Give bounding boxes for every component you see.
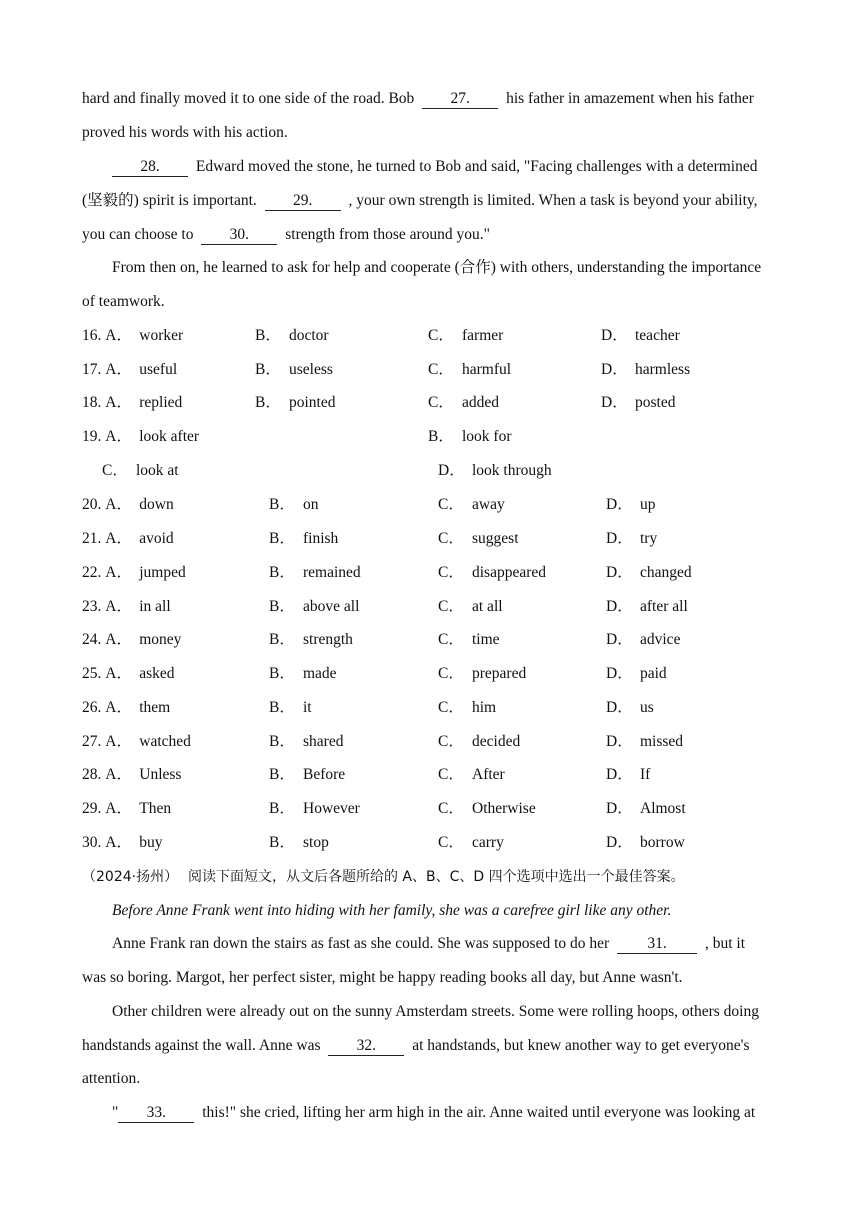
option-b[interactable]: doctor xyxy=(289,327,329,344)
option-label: B． xyxy=(269,496,295,513)
option-label: D． xyxy=(606,733,633,750)
option-label: B． xyxy=(269,699,295,716)
text: of teamwork. xyxy=(82,293,165,310)
option-label: A． xyxy=(105,800,132,817)
option-a[interactable]: avoid xyxy=(139,530,174,547)
option-label: D． xyxy=(606,598,633,615)
option-label: B． xyxy=(255,394,281,411)
option-label: D． xyxy=(606,699,633,716)
option-label: D． xyxy=(606,631,633,648)
option-b[interactable]: stop xyxy=(303,834,329,851)
blank-30: 30. xyxy=(201,226,277,245)
text: Edward moved the stone, he turned to Bob and said, "Facing challenges with a determined xyxy=(195,158,758,175)
text: his father in amazement when his father xyxy=(506,90,754,107)
option-label: D． xyxy=(601,327,628,344)
option-a[interactable]: in all xyxy=(139,598,171,615)
passage2-intro xyxy=(82,894,812,928)
passage1-line4 xyxy=(82,184,782,218)
question-26 xyxy=(82,691,802,725)
option-d[interactable]: borrow xyxy=(640,834,685,851)
question-number: 28. xyxy=(82,766,102,783)
option-label: B． xyxy=(269,665,295,682)
question-21 xyxy=(82,522,802,556)
option-d[interactable]: try xyxy=(640,530,658,547)
option-label: B． xyxy=(428,428,454,445)
option-label: C． xyxy=(438,834,464,851)
passage1-line5 xyxy=(82,218,782,252)
question-19 xyxy=(82,420,802,454)
question-23 xyxy=(82,590,802,624)
question-number: 16. xyxy=(82,327,102,344)
text: hard and finally moved it to one side of the road. Bob xyxy=(82,90,415,107)
option-a[interactable]: look after xyxy=(139,428,200,445)
question-number: 19. xyxy=(82,428,102,445)
option-label: A． xyxy=(105,834,132,851)
question-22 xyxy=(82,556,802,590)
option-label: A． xyxy=(105,394,132,411)
option-b[interactable]: it xyxy=(303,699,312,716)
option-d[interactable]: changed xyxy=(640,564,692,581)
blank-31: 31. xyxy=(617,935,697,954)
option-label: B． xyxy=(269,733,295,750)
option-a[interactable]: worker xyxy=(139,327,184,344)
option-b[interactable]: on xyxy=(303,496,319,513)
option-d[interactable]: posted xyxy=(635,394,676,411)
option-label: A． xyxy=(105,598,132,615)
passage1-line1 xyxy=(82,82,782,116)
text: " xyxy=(112,1104,119,1121)
text: Before Anne Frank went into hiding with her family, she was a carefree girl like any other. xyxy=(112,902,672,919)
blank-27: 27. xyxy=(422,90,498,109)
passage2-line2 xyxy=(82,961,782,995)
question-number: 22. xyxy=(82,564,102,581)
passage2-line1 xyxy=(82,927,812,961)
question-30 xyxy=(82,826,802,860)
question-27 xyxy=(82,725,802,759)
option-b[interactable]: finish xyxy=(303,530,339,547)
option-label: C． xyxy=(438,496,464,513)
text: , but it xyxy=(704,935,745,952)
question-number: 27. xyxy=(82,733,102,750)
text: From then on, he learned to ask for help and cooperate (合作) with others, understanding the importance xyxy=(112,259,762,276)
option-a[interactable]: Unless xyxy=(139,766,182,783)
option-d[interactable]: missed xyxy=(640,733,684,750)
option-label: A． xyxy=(105,327,132,344)
passage2-line6 xyxy=(82,1096,812,1130)
text: you can choose to xyxy=(82,226,194,243)
option-b[interactable]: above all xyxy=(303,598,360,615)
option-d[interactable]: look through xyxy=(472,462,552,479)
option-a[interactable]: them xyxy=(139,699,171,716)
option-label: B． xyxy=(269,530,295,547)
option-b[interactable]: shared xyxy=(303,733,344,750)
option-c[interactable]: him xyxy=(472,699,497,716)
question-number: 18. xyxy=(82,394,102,411)
option-label: A． xyxy=(105,766,132,783)
option-c[interactable]: away xyxy=(472,496,505,513)
passage2-line4 xyxy=(82,1029,782,1063)
option-label: D． xyxy=(601,394,628,411)
option-label: A． xyxy=(105,428,132,445)
question-number: 17. xyxy=(82,361,102,378)
option-label: D． xyxy=(438,462,465,479)
option-label: D． xyxy=(606,530,633,547)
question-number: 26. xyxy=(82,699,102,716)
option-a[interactable]: buy xyxy=(139,834,163,851)
question-number: 20. xyxy=(82,496,102,513)
option-c[interactable]: at all xyxy=(472,598,503,615)
text: attention. xyxy=(82,1070,141,1087)
question-29 xyxy=(82,792,802,826)
option-label: C． xyxy=(438,699,464,716)
option-label: C． xyxy=(438,564,464,581)
option-b[interactable]: made xyxy=(303,665,337,682)
question-16 xyxy=(82,319,802,353)
option-label: C． xyxy=(438,766,464,783)
text: Other children were already out on the sunny Amsterdam streets. Some were rolling hoops, others doing xyxy=(112,1003,759,1020)
passage1-line6 xyxy=(82,251,812,285)
option-label: A． xyxy=(105,496,132,513)
text: was so boring. Margot, her perfect sister, might be happy reading books all day, but Anne wasn't. xyxy=(82,969,683,986)
question-number: 23. xyxy=(82,598,102,615)
section-instruction xyxy=(82,860,782,895)
option-a[interactable]: asked xyxy=(139,665,175,682)
option-label: D． xyxy=(606,834,633,851)
question-20 xyxy=(82,488,802,522)
option-c[interactable]: farmer xyxy=(462,327,504,344)
option-c[interactable]: Otherwise xyxy=(472,800,536,817)
option-d[interactable]: advice xyxy=(640,631,681,648)
option-label: B． xyxy=(269,564,295,581)
option-label: B． xyxy=(255,361,281,378)
option-label: A． xyxy=(105,564,132,581)
text: (坚毅的) spirit is important. xyxy=(82,192,257,209)
option-label: A． xyxy=(105,631,132,648)
option-b[interactable]: useless xyxy=(289,361,333,378)
passage1-line3 xyxy=(82,150,812,184)
option-label: B． xyxy=(269,631,295,648)
option-label: C． xyxy=(438,530,464,547)
option-label: A． xyxy=(105,361,132,378)
option-label: B． xyxy=(269,834,295,851)
option-c[interactable]: disappeared xyxy=(472,564,547,581)
option-label: C． xyxy=(438,631,464,648)
option-a[interactable]: replied xyxy=(139,394,183,411)
option-b[interactable]: However xyxy=(303,800,360,817)
option-label: C． xyxy=(428,327,454,344)
option-a[interactable]: Then xyxy=(139,800,172,817)
question-number: 25. xyxy=(82,665,102,682)
option-a[interactable]: jumped xyxy=(139,564,186,581)
passage2-line3 xyxy=(82,995,812,1029)
question-number: 29. xyxy=(82,800,102,817)
option-label: C． xyxy=(428,394,454,411)
question-24 xyxy=(82,623,802,657)
text: Anne Frank ran down the stairs as fast as she could. She was supposed to do her xyxy=(112,935,610,952)
option-label: C． xyxy=(438,598,464,615)
option-b[interactable]: strength xyxy=(303,631,353,648)
question-17 xyxy=(82,353,802,387)
option-label: D． xyxy=(601,361,628,378)
option-c[interactable]: After xyxy=(472,766,505,783)
option-c[interactable]: time xyxy=(472,631,500,648)
passage1-line2 xyxy=(82,116,782,150)
option-label: D． xyxy=(606,564,633,581)
option-d[interactable]: us xyxy=(640,699,654,716)
option-d[interactable]: after all xyxy=(640,598,688,615)
option-label: C． xyxy=(438,733,464,750)
text: this!" she cried, lifting her arm high in the air. Anne waited until everyone was looking at xyxy=(202,1104,756,1121)
option-label: C． xyxy=(438,665,464,682)
option-label: B． xyxy=(269,800,295,817)
option-b[interactable]: pointed xyxy=(289,394,336,411)
option-b[interactable]: remained xyxy=(303,564,361,581)
blank-29: 29. xyxy=(265,192,341,211)
option-a[interactable]: money xyxy=(139,631,182,648)
question-18 xyxy=(82,386,802,420)
option-d[interactable]: If xyxy=(640,766,651,783)
option-c[interactable]: prepared xyxy=(472,665,527,682)
text: handstands against the wall. Anne was xyxy=(82,1037,321,1054)
option-label: D． xyxy=(606,665,633,682)
option-a[interactable]: useful xyxy=(139,361,178,378)
option-label: D． xyxy=(606,800,633,817)
option-c[interactable]: carry xyxy=(472,834,504,851)
option-label: D． xyxy=(606,496,633,513)
option-a[interactable]: down xyxy=(139,496,174,513)
question-28 xyxy=(82,758,802,792)
blank-32: 32. xyxy=(328,1037,404,1056)
option-c[interactable]: decided xyxy=(472,733,521,750)
option-label: B． xyxy=(269,766,295,783)
question-number: 30. xyxy=(82,834,102,851)
option-d[interactable]: teacher xyxy=(635,327,680,344)
question-25 xyxy=(82,657,802,691)
text: at handstands, but knew another way to get everyone's xyxy=(412,1037,750,1054)
text: strength from those around you." xyxy=(285,226,491,243)
option-label: C． xyxy=(102,462,128,479)
passage1-line7 xyxy=(82,285,782,319)
option-d[interactable]: paid xyxy=(640,665,667,682)
option-b[interactable]: Before xyxy=(303,766,346,783)
question-19-row2 xyxy=(82,454,802,488)
option-a[interactable]: watched xyxy=(139,733,191,750)
option-label: A． xyxy=(105,530,132,547)
option-b[interactable]: look for xyxy=(462,428,512,445)
option-label: C． xyxy=(428,361,454,378)
blank-28: 28. xyxy=(112,158,188,177)
source-tag: （2024·扬州） xyxy=(82,869,179,885)
text: , your own strength is limited. When a task is beyond your ability, xyxy=(348,192,758,209)
question-number: 21. xyxy=(82,530,102,547)
option-label: A． xyxy=(105,665,132,682)
option-label: C． xyxy=(438,800,464,817)
option-label: A． xyxy=(105,733,132,750)
option-c[interactable]: added xyxy=(462,394,500,411)
option-c[interactable]: harmful xyxy=(462,361,512,378)
option-label: A． xyxy=(105,699,132,716)
question-number: 24. xyxy=(82,631,102,648)
blank-33: 33. xyxy=(118,1104,194,1123)
option-c[interactable]: look at xyxy=(136,462,179,479)
option-label: B． xyxy=(269,598,295,615)
option-d[interactable]: up xyxy=(640,496,656,513)
option-label: D． xyxy=(606,766,633,783)
option-label: B． xyxy=(255,327,281,344)
option-c[interactable]: suggest xyxy=(472,530,519,547)
instruction-text: 阅读下面短文，从文后各题所给的 A、B、C、D 四个选项中选出一个最佳答案。 xyxy=(187,869,685,885)
option-d[interactable]: harmless xyxy=(635,361,691,378)
option-d[interactable]: Almost xyxy=(640,800,686,817)
text: proved his words with his action. xyxy=(82,124,288,141)
passage2-line5 xyxy=(82,1062,782,1096)
